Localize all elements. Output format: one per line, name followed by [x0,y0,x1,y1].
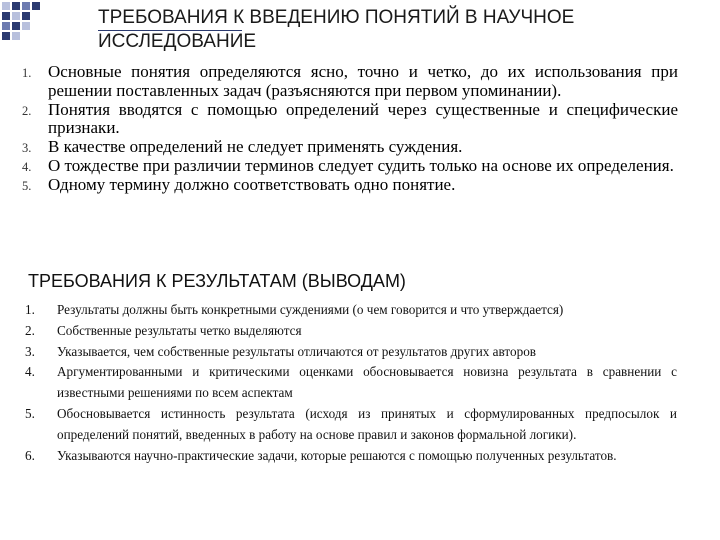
item-text: Обосновывается истинность результата (исходя из принятых и сформулированных предпосылок и определений понятий, введенных в работу на основе правил и законов формальной логики). [57,405,677,442]
item-text: В качестве определений не следует применять суждения. [48,137,463,157]
title-underline [98,30,242,31]
deco-square [12,22,20,30]
deco-square [2,2,10,10]
item-number: 1. [22,66,32,80]
deco-square [2,12,10,20]
deco-square [32,2,40,10]
item-number: 1. [25,302,35,317]
concept-requirements-list [22,63,678,195]
item-number: 2. [22,103,32,118]
item-text: Указывается, чем собственные результаты отличаются от результатов других авторов [57,343,537,359]
item-text: О тождестве при различии терминов следует судить только на основе их определения. [48,155,674,175]
item-number: 6. [25,447,35,463]
results-requirements-list [25,300,677,466]
list-item [22,157,678,176]
item-text: Результаты должны быть конкретными суждениями (о чем говорится и что утверждается) [57,302,564,317]
list-item [25,321,677,342]
list-item [22,101,678,139]
item-number: 4. [22,159,32,174]
list-item [25,362,677,404]
item-text: Одному термину должно соответствовать одно понятие. [48,174,456,194]
item-number: 2. [25,322,35,338]
list-item [22,176,678,195]
item-text: Аргументированными и критическими оценками обосновывается новизна результата в сравнении с известными решениями по всем аспектам [57,364,677,401]
list-item [25,446,677,467]
item-text: Понятия вводятся с помощью определений через существенные и специфические признаки. [48,99,678,138]
deco-square [12,12,20,20]
item-number: 4. [25,364,35,380]
page-title: ТРЕБОВАНИЯ К ВВЕДЕНИЮ ПОНЯТИЙ В НАУЧНОЕ ИССЛЕДОВАНИЕ [98,7,575,52]
deco-square [2,22,10,30]
deco-square [12,2,20,10]
slide-decoration [0,0,80,60]
deco-square [22,22,30,30]
list-item [25,342,677,363]
list-item [22,63,678,101]
deco-square [12,32,20,40]
deco-square [22,2,30,10]
item-text: Указываются научно-практические задачи, которые решаются с помощью полученных результатов. [57,447,617,463]
item-number: 3. [25,343,35,359]
item-text: Основные понятия определяются ясно, точно и четко, до их использования при решении поставленных задач (разъясняются при первом упоминании). [48,62,678,100]
list-item [22,138,678,157]
deco-square [22,12,30,20]
item-number: 5. [22,178,32,193]
results-heading: ТРЕБОВАНИЯ К РЕЗУЛЬТАТАМ (ВЫВОДАМ) [28,271,406,291]
deco-square [2,32,10,40]
list-item [25,300,677,321]
item-number: 5. [25,405,35,421]
list-item [25,404,677,446]
item-text: Собственные результаты четко выделяются [57,322,302,338]
item-number: 3. [22,141,32,156]
